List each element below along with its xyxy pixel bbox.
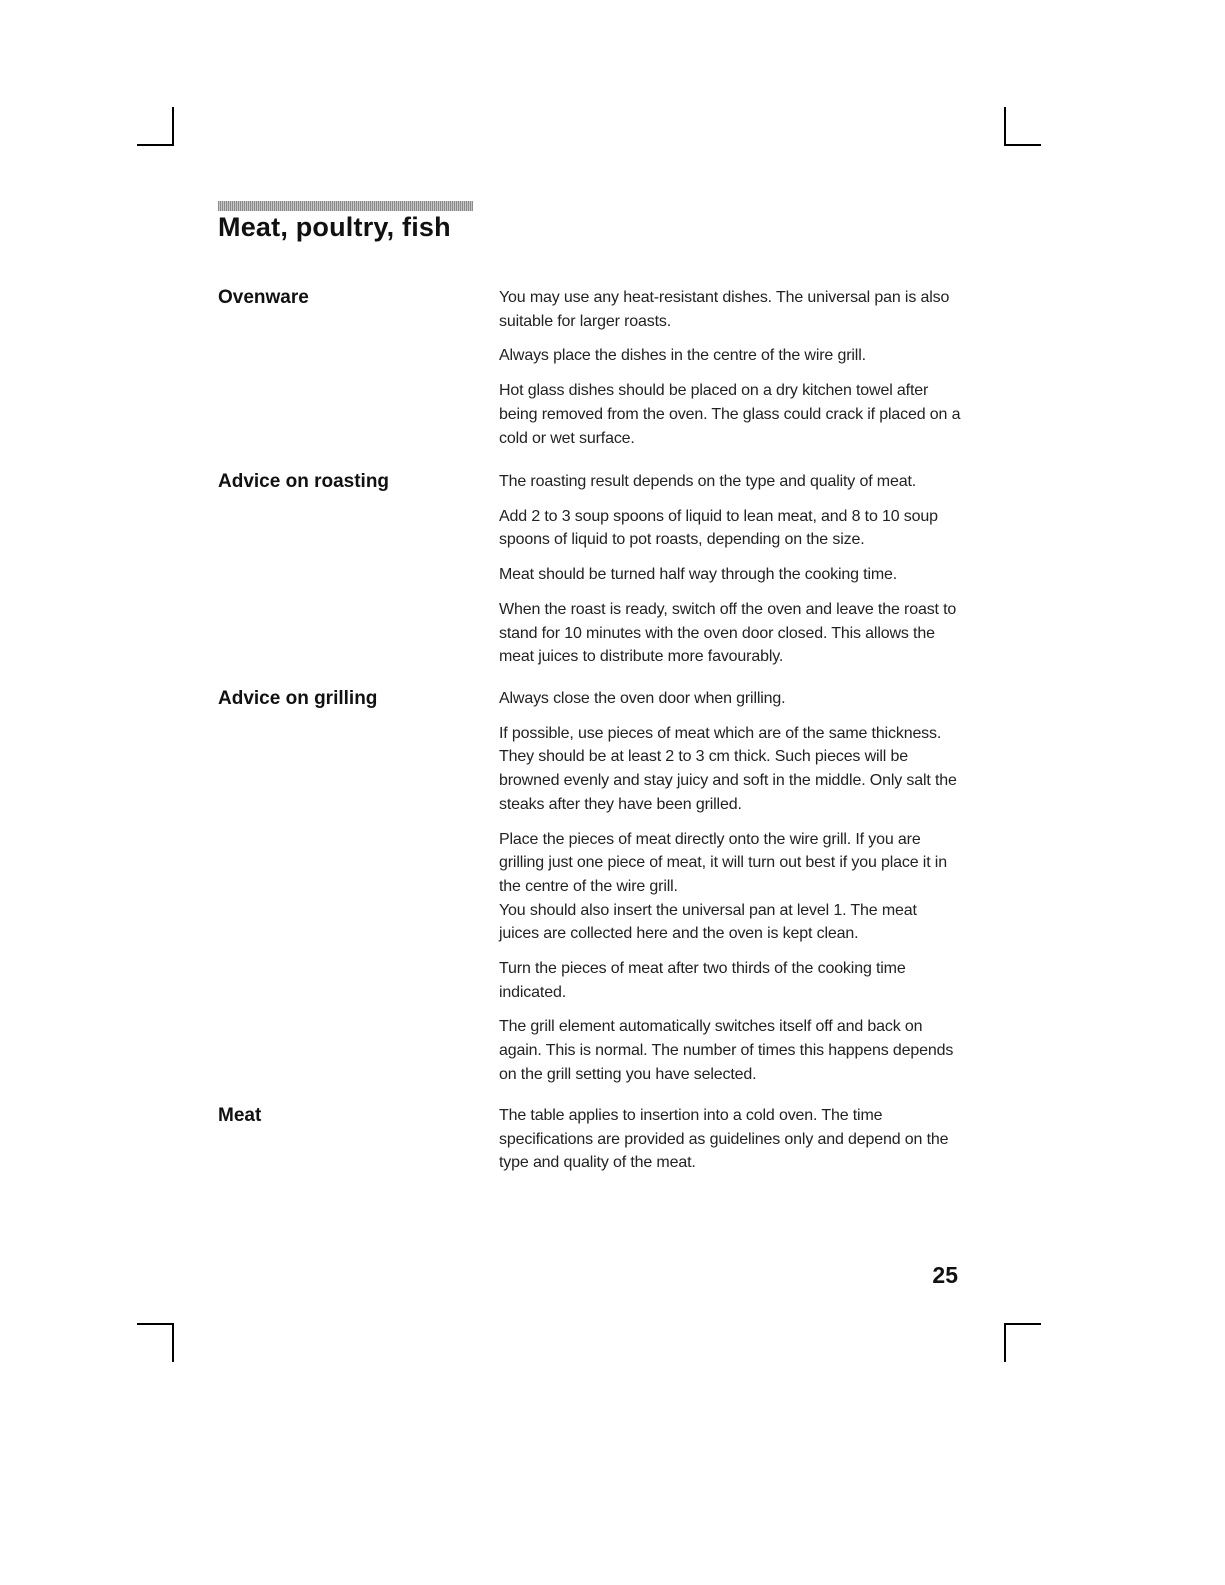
- crop-mark-bottom-left: [172, 1323, 174, 1362]
- page-title: Meat, poultry, fish: [218, 212, 451, 242]
- section-body: [499, 470, 961, 669]
- page-number: 25: [932, 1262, 958, 1288]
- paragraph: The roasting result depends on the type and quality of meat.: [499, 473, 917, 490]
- crop-mark-bottom-left: [137, 1323, 174, 1325]
- crop-mark-top-left: [137, 144, 174, 146]
- crop-mark-top-left: [172, 107, 174, 146]
- section-heading: Advice on roasting: [218, 471, 390, 492]
- section-body: [499, 687, 961, 1087]
- paragraph: Always close the oven door when grilling.: [499, 690, 786, 707]
- paragraph: If possible, use pieces of meat which are of the same thickness. They should be at least 2 to 3 cm thick. Such pieces will be browned evenly and stay juicy and soft in the middle. Only salt the steaks after they have been grilled.: [499, 724, 957, 813]
- paragraph: Place the pieces of meat directly onto the wire grill. If you are grilling just one piece of meat, it will turn out best if you place it in the centre of the wire grill.: [499, 830, 947, 895]
- paragraph: Always place the dishes in the centre of the wire grill.: [499, 347, 866, 365]
- section-advice-on-grilling: [218, 687, 978, 1098]
- section-body: [499, 1104, 961, 1175]
- section-heading: Ovenware: [218, 287, 309, 308]
- section-heading: Meat: [218, 1105, 262, 1126]
- title-accent-bar: [218, 201, 473, 211]
- paragraph: The grill element automatically switches itself off and back on again. This is normal. The number of times this happens depends on the grill setting you have selected.: [499, 1018, 954, 1083]
- crop-mark-top-right: [1004, 107, 1006, 146]
- section-heading: Advice on grilling: [218, 688, 378, 709]
- section-body: [499, 286, 961, 450]
- section-advice-on-roasting: [218, 470, 978, 680]
- section-ovenware: [218, 286, 978, 461]
- paragraph: You may use any heat-resistant dishes. The universal pan is also suitable for larger roasts.: [499, 289, 950, 330]
- paragraph: When the roast is ready, switch off the oven and leave the roast to stand for 10 minutes with the oven door closed. This allows the meat juices to distribute more favourably.: [499, 600, 957, 666]
- paragraph: Hot glass dishes should be placed on a dry kitchen towel after being removed from the oven. The glass could crack if placed on a cold or wet surface.: [499, 382, 961, 447]
- paragraph: Add 2 to 3 soup spoons of liquid to lean meat, and 8 to 10 soup spoons of liquid to pot roasts, depending on the size.: [499, 507, 938, 549]
- crop-mark-top-right: [1004, 144, 1041, 146]
- paragraph: Meat should be turned half way through the cooking time.: [499, 566, 898, 584]
- section-meat: [218, 1104, 978, 1186]
- paragraph: The table applies to insertion into a cold oven. The time specifications are provided as guidelines only and depend on the type and quality of the meat.: [499, 1107, 949, 1172]
- paragraph: Turn the pieces of meat after two thirds of the cooking time indicated.: [499, 960, 906, 1001]
- crop-mark-bottom-right: [1004, 1323, 1006, 1362]
- paragraph: You should also insert the universal pan at level 1. The meat juices are collected here and the oven is kept clean.: [499, 901, 917, 943]
- crop-mark-bottom-right: [1004, 1323, 1041, 1325]
